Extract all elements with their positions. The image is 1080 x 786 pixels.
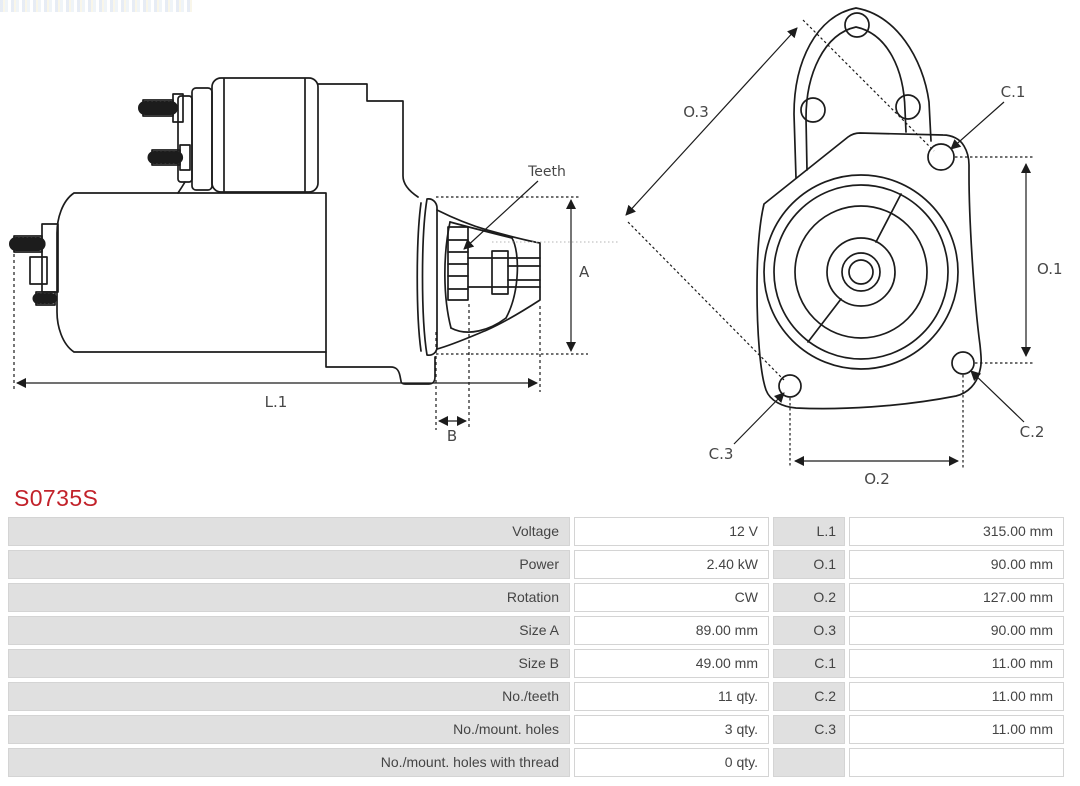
spec-label-cell: Power (8, 550, 570, 579)
bracket-hole-left (801, 98, 825, 122)
spec-value-cell: 49.00 mm (574, 649, 769, 678)
dimension-value-cell (849, 748, 1064, 777)
dimension-o2-label: O.2 (864, 470, 890, 488)
teeth-leader-line (464, 181, 538, 249)
dimension-value-cell: 11.00 mm (849, 649, 1064, 678)
dimension-value-cell: 11.00 mm (849, 682, 1064, 711)
spec-table (8, 517, 1068, 781)
spec-value-cell: 89.00 mm (574, 616, 769, 645)
dimension-value-cell: 127.00 mm (849, 583, 1064, 612)
front-view-outline (757, 8, 981, 409)
spec-table-row (8, 748, 1068, 777)
dimension-value-cell: 90.00 mm (849, 550, 1064, 579)
dimension-label-cell: C.3 (773, 715, 845, 744)
dimension-label-cell: O.3 (773, 616, 845, 645)
dimension-value-cell: 315.00 mm (849, 517, 1064, 546)
mount-hole-c3 (779, 375, 801, 397)
front-view-dimensions (626, 20, 1034, 468)
bracket-hole-top (845, 13, 869, 37)
spec-label-cell: No./mount. holes (8, 715, 570, 744)
dimension-label-cell: O.1 (773, 550, 845, 579)
spec-label-cell: Size A (8, 616, 570, 645)
side-view-dimensions (14, 181, 588, 430)
dimension-value-cell: 90.00 mm (849, 616, 1064, 645)
spec-label-cell: No./mount. holes with thread (8, 748, 570, 777)
c2-leader-line (971, 371, 1024, 422)
side-view-outline (14, 78, 540, 384)
spec-table-row (8, 616, 1068, 645)
dimension-l1-label: L.1 (264, 393, 288, 411)
spec-table-row (8, 682, 1068, 711)
spec-value-cell: 12 V (574, 517, 769, 546)
dimension-value-cell: 11.00 mm (849, 715, 1064, 744)
dimension-label-cell: L.1 (773, 517, 845, 546)
mount-hole-c1 (928, 144, 954, 170)
part-number: S0735S (14, 485, 99, 511)
dimension-label-cell (773, 748, 845, 777)
dimension-label-cell: C.2 (773, 682, 845, 711)
spec-value-cell: 3 qty. (574, 715, 769, 744)
dimension-label-cell: C.1 (773, 649, 845, 678)
shaft-circle (849, 260, 873, 284)
spec-table-row (8, 583, 1068, 612)
solenoid (212, 78, 318, 192)
dimension-o3-line (626, 28, 797, 215)
dimension-c1-label: C.1 (1000, 83, 1026, 101)
dimension-c3-label: C.3 (708, 445, 734, 463)
front-view-diagram (600, 0, 1080, 500)
spec-value-cell: 11 qty. (574, 682, 769, 711)
dimension-a-label: A (579, 263, 590, 281)
spec-label-cell: No./teeth (8, 682, 570, 711)
spec-label-cell: Size B (8, 649, 570, 678)
hub-circle (827, 238, 895, 306)
dimension-c2-label: C.2 (1019, 423, 1045, 441)
dimension-label-cell: O.2 (773, 583, 845, 612)
teeth-label: Teeth (528, 164, 566, 180)
dimension-o1-label: O.1 (1037, 260, 1063, 278)
dimension-o3-label: O.3 (683, 103, 709, 121)
spec-table-row (8, 517, 1068, 546)
spec-value-cell: 0 qty. (574, 748, 769, 777)
spec-table-row (8, 649, 1068, 678)
spec-table-row (8, 715, 1068, 744)
spec-value-cell: 2.40 kW (574, 550, 769, 579)
spec-label-cell: Voltage (8, 517, 570, 546)
c1-leader-line (951, 102, 1004, 149)
spec-value-cell: CW (574, 583, 769, 612)
side-view-diagram (0, 0, 620, 460)
spec-label-cell: Rotation (8, 583, 570, 612)
mount-hole-c2 (952, 352, 974, 374)
dimension-b-label: B (446, 427, 458, 445)
bracket-hole-right (896, 95, 920, 119)
spec-table-row (8, 550, 1068, 579)
c3-leader-line (734, 393, 784, 444)
